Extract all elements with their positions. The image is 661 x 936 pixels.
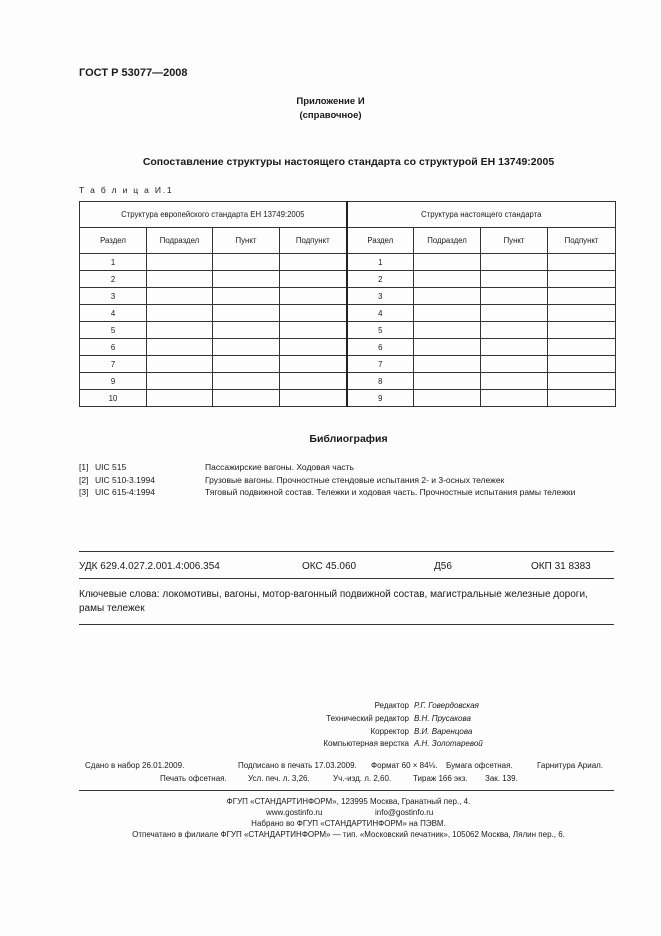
table-cell: 9 bbox=[80, 373, 147, 390]
publisher-site: www.gostinfo.ru bbox=[266, 808, 323, 817]
print-info: Зак. 139. bbox=[485, 774, 518, 783]
column-header: Подраздел bbox=[414, 228, 481, 254]
table-cell: 5 bbox=[347, 322, 414, 339]
credit-name: В.И. Варенцова bbox=[414, 727, 473, 736]
column-header: Раздел bbox=[347, 228, 414, 254]
table-cell: 2 bbox=[347, 271, 414, 288]
comparison-table bbox=[79, 201, 616, 407]
divider bbox=[79, 551, 614, 552]
d-code: Д56 bbox=[434, 561, 452, 572]
print-info: Гарнитура Ариал. bbox=[537, 761, 604, 770]
credit-role: Корректор bbox=[370, 727, 409, 736]
table-cell: 3 bbox=[347, 288, 414, 305]
table-cell: 4 bbox=[80, 305, 147, 322]
table-cell: 6 bbox=[347, 339, 414, 356]
group-header-european: Структура европейского стандарта ЕН 13749:2005 bbox=[80, 202, 347, 228]
bibliography-code: UIC 510-3.1994 bbox=[95, 475, 156, 485]
print-info: Подписано в печать 17.03.2009. bbox=[238, 761, 357, 770]
bibliography-code: UIC 515 bbox=[95, 462, 127, 472]
bibliography-title: Библиография bbox=[309, 433, 388, 445]
column-header: Пункт bbox=[481, 228, 548, 254]
appendix-kind: (справочное) bbox=[299, 110, 362, 121]
column-header: Подпункт bbox=[548, 228, 616, 254]
table-row bbox=[80, 322, 616, 339]
table-cell: 6 bbox=[80, 339, 147, 356]
publisher-printed: Отпечатано в филиале ФГУП «СТАНДАРТИНФОРМ» — тип. «Московский печатник», 105062 Москва, Лялин пер., 6. bbox=[132, 830, 565, 839]
publisher-address: ФГУП «СТАНДАРТИНФОРМ», 123995 Москва, Гранатный пер., 4. bbox=[226, 797, 471, 806]
document-code: ГОСТ Р 53077—2008 bbox=[79, 67, 188, 79]
table-cell: 2 bbox=[80, 271, 147, 288]
table-cell: 8 bbox=[347, 373, 414, 390]
okp-code: ОКП 31 8383 bbox=[531, 561, 591, 572]
bibliography-text: Грузовые вагоны. Прочностные стендовые испытания 2- и 3-осных тележек bbox=[205, 475, 505, 485]
keywords: Ключевые слова: локомотивы, вагоны, мотор-вагонный подвижной состав, магистральные железные дороги, рамы тележек bbox=[79, 589, 588, 614]
credit-name: А.Н. Золотаревой bbox=[414, 739, 483, 748]
table-caption: Т а б л и ц а И.1 bbox=[79, 185, 174, 195]
bibliography-number: [2] bbox=[79, 475, 89, 485]
column-header: Подраздел bbox=[147, 228, 213, 254]
table-cell: 1 bbox=[347, 254, 414, 271]
table-cell: 5 bbox=[80, 322, 147, 339]
column-header: Раздел bbox=[80, 228, 147, 254]
table-group-header bbox=[80, 202, 616, 228]
publisher-typeset: Набрано во ФГУП «СТАНДАРТИНФОРМ» на ПЭВМ. bbox=[251, 819, 446, 828]
bibliography-text: Пассажирские вагоны. Ходовая часть bbox=[205, 462, 354, 472]
table-row bbox=[80, 271, 616, 288]
print-info: Сдано в набор 26.01.2009. bbox=[85, 761, 185, 770]
main-title: Сопоставление структуры настоящего стандарта со структурой ЕН 13749:2005 bbox=[142, 156, 555, 168]
credit-name: В.Н. Прусакова bbox=[414, 714, 471, 723]
bibliography-code: UIC 615-4:1994 bbox=[95, 487, 156, 497]
divider bbox=[79, 790, 614, 791]
divider bbox=[79, 578, 614, 579]
credit-role: Редактор bbox=[374, 701, 409, 710]
print-info: Усл. печ. л. 3,26. bbox=[248, 774, 310, 783]
bibliography-text: Тяговый подвижной состав. Тележки и ходовая часть. Прочностные испытания рамы тележки bbox=[205, 487, 576, 497]
table-cell: 9 bbox=[347, 390, 414, 407]
table-row bbox=[80, 254, 616, 271]
bibliography-number: [3] bbox=[79, 487, 89, 497]
table-row bbox=[80, 288, 616, 305]
table-body bbox=[80, 254, 616, 407]
divider bbox=[79, 624, 614, 625]
table-cell: 1 bbox=[80, 254, 147, 271]
column-header: Пункт bbox=[213, 228, 280, 254]
credit-role: Компьютерная верстка bbox=[323, 739, 409, 748]
print-info: Уч.-изд. л. 2,60. bbox=[333, 774, 392, 783]
column-header: Подпункт bbox=[280, 228, 347, 254]
print-info: Формат 60 × 84⅛. bbox=[371, 761, 438, 770]
print-info: Печать офсетная. bbox=[160, 774, 227, 783]
table-column-header bbox=[80, 228, 616, 254]
table-cell: 7 bbox=[347, 356, 414, 373]
table-cell: 10 bbox=[80, 390, 147, 407]
table-row bbox=[80, 356, 616, 373]
credit-name: Р.Г. Говердовская bbox=[414, 701, 479, 710]
table-row bbox=[80, 373, 616, 390]
udk-code: УДК 629.4.027.2.001.4:006.354 bbox=[79, 561, 220, 572]
table-row bbox=[80, 390, 616, 407]
table-row bbox=[80, 339, 616, 356]
appendix-title: Приложение И bbox=[296, 96, 365, 107]
oks-code: ОКС 45.060 bbox=[302, 561, 357, 572]
appendix-heading bbox=[0, 95, 661, 123]
print-info: Тираж 166 экз. bbox=[413, 774, 468, 783]
table-row bbox=[80, 305, 616, 322]
publisher-email: info@gostinfo.ru bbox=[375, 808, 434, 817]
table-cell: 7 bbox=[80, 356, 147, 373]
bibliography-number: [1] bbox=[79, 462, 89, 472]
table-cell: 3 bbox=[80, 288, 147, 305]
table-cell: 4 bbox=[347, 305, 414, 322]
credit-role: Технический редактор bbox=[326, 714, 409, 723]
print-info: Бумага офсетная. bbox=[446, 761, 513, 770]
group-header-national: Структура настоящего стандарта bbox=[347, 202, 616, 228]
